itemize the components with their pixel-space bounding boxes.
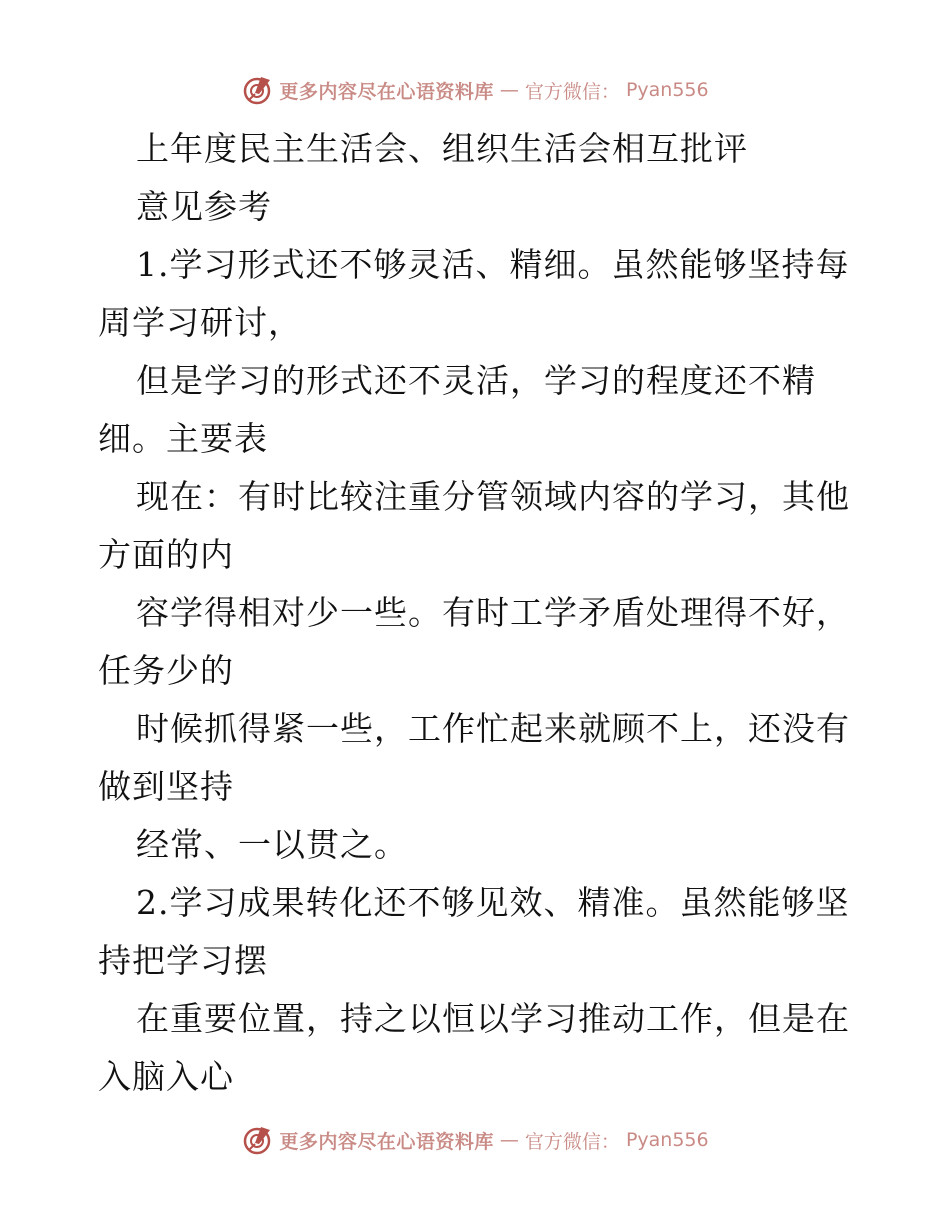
watermark-text: 更多内容尽在心语资料库 (279, 80, 494, 103)
doc-paragraph-line: 1.学习形式还不够灵活、精细。虽然能够坚持每 (136, 245, 850, 284)
watermark-wechat-label: 官方微信： (524, 80, 620, 103)
watermark-text: 更多内容尽在心语资料库 (279, 1130, 494, 1153)
watermark-wechat-id: Pyan556 (625, 79, 709, 101)
doc-title-line: 上年度民主生活会、组织生活会相互批评 (136, 129, 748, 168)
doc-paragraph-line: 2.学习成果转化还不够见效、精准。虽然能够坚 (136, 883, 850, 922)
doc-paragraph-line: 入脑入心 (98, 1057, 234, 1096)
doc-paragraph-line: 方面的内 (98, 535, 234, 574)
doc-title-line: 意见参考 (136, 187, 272, 226)
doc-paragraph-line: 任务少的 (98, 651, 234, 690)
doc-paragraph-line: 经常、一以贯之。 (136, 825, 408, 864)
doc-paragraph-line: 时候抓得紧一些，工作忙起来就顾不上，还没有 (136, 709, 850, 748)
doc-paragraph-line: 在重要位置，持之以恒以学习推动工作，但是在 (136, 999, 850, 1038)
watermark-dash: — (499, 79, 519, 101)
doc-paragraph-line: 容学得相对少一些。有时工学矛盾处理得不好， (136, 593, 850, 632)
doc-paragraph-line: 但是学习的形式还不灵活，学习的程度还不精 (136, 361, 816, 400)
pen-logo-icon (241, 74, 273, 106)
doc-paragraph-line: 做到坚持 (98, 767, 234, 806)
document-body (98, 120, 858, 1106)
doc-paragraph-line: 现在：有时比较注重分管领域内容的学习，其他 (136, 477, 850, 516)
watermark-wechat-label: 官方微信： (524, 1130, 620, 1153)
doc-paragraph-line: 细。主要表 (98, 419, 268, 458)
pen-logo-icon (241, 1124, 273, 1156)
doc-paragraph-line: 周学习研讨， (98, 303, 302, 342)
header-watermark (0, 72, 950, 108)
footer-watermark (0, 1122, 950, 1158)
watermark-dash: — (499, 1129, 519, 1151)
doc-paragraph-line: 持把学习摆 (98, 941, 268, 980)
watermark-wechat-id: Pyan556 (625, 1129, 709, 1151)
